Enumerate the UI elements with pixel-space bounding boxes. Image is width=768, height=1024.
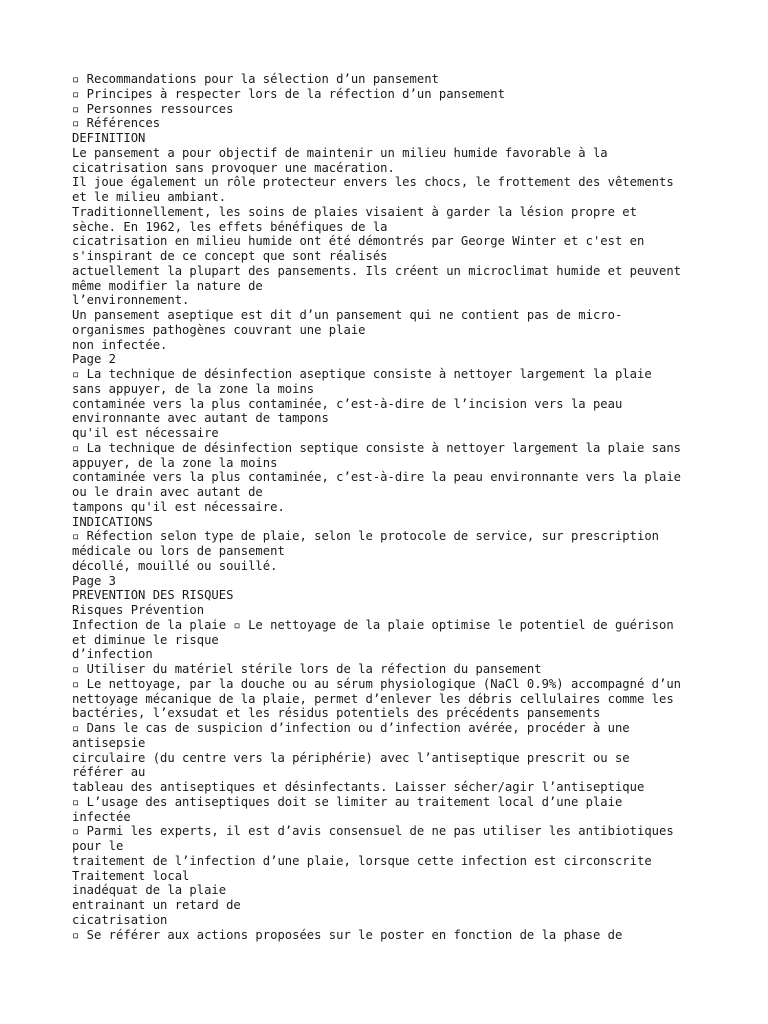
text-line: non infectée. [72,337,168,352]
text-line: tampons qu'il est nécessaire. [72,499,285,514]
text-line: Page 3 [72,573,117,588]
text-line: sèche. En 1962, les effets bénéfiques de la [72,219,388,234]
text-line: s'inspirant de ce concept que sont réalisés [72,249,388,263]
text-line: environnante avec autant de tampons [72,411,329,426]
text-line: qu'il est nécessaire [72,426,219,440]
text-line: ▫ Dans le cas de suspicion d’infection ou d’infection avérée, procéder à une [72,721,630,735]
text-line: ▫ Principes à respecter lors de la réfection d’un pansement [72,86,505,101]
text-line: ▫ Utiliser du matériel stérile lors de la réfection du pansement [72,662,542,676]
text-line: contaminée vers la plus contaminée, c’est-à-dire la peau environnante vers la plaie [72,470,682,485]
text-line: et diminue le risque [72,632,219,647]
text-line: DEFINITION [72,131,146,145]
text-line: ▫ La technique de désinfection septique consiste à nettoyer largement la plaie sans [72,440,682,455]
text-line: ▫ Références [72,116,161,131]
text-line: sans appuyer, de la zone la moins [72,381,315,396]
text-line: Page 2 [72,352,117,367]
text-line: ▫ Recommandations pour la sélection d’un pansement [72,72,439,86]
text-line: ▫ Parmi les experts, il est d’avis consensuel de ne pas utiliser les antibiotiques [72,824,674,839]
text-line: PREVENTION DES RISQUES [72,588,234,603]
text-line: contaminée vers la plus contaminée, c’est-à-dire de l’incision vers la peau [72,396,623,411]
text-line: cicatrisation sans provoquer une macération. [72,160,395,175]
text-line: ▫ Personnes ressources [72,101,234,116]
text-line: tableau des antiseptiques et désinfectants. Laisser sécher/agir l’antiseptique [72,780,645,794]
text-line: même modifier la nature de [72,278,263,293]
text-line: médicale ou lors de pansement [72,544,285,558]
text-line: pour le [72,839,124,853]
text-line: INDICATIONS [72,514,153,529]
text-line: cicatrisation en milieu humide ont été démontrés par George Winter et c'est en [72,234,645,249]
text-line: Le pansement a pour objectif de maintenir un milieu humide favorable à la [72,145,608,160]
text-line: infectée [72,809,131,824]
text-line: ▫ L’usage des antiseptiques doit se limiter au traitement local d’une plaie [72,794,623,809]
text-line: nettoyage mécanique de la plaie, permet d’enlever les débris cellulaires comme les [72,691,674,706]
text-line: ou le drain avec autant de [72,485,263,499]
text-line: inadéquat de la plaie [72,883,227,898]
text-line: Traditionnellement, les soins de plaies visaient à garder la lésion propre et [72,204,637,219]
text-line: ▫ Se référer aux actions proposées sur le poster en fonction de la phase de [72,927,623,942]
text-line: bactéries, l’exsudat et les résidus potentiels des précédents pansements [72,706,601,721]
text-line: traitement de l’infection d’une plaie, lorsque cette infection est circonscrite [72,853,652,868]
text-line: entrainant un retard de [72,898,241,912]
text-line: l’environnement. [72,293,190,308]
document-page [72,72,712,942]
text-line: et le milieu ambiant. [72,190,227,204]
text-line: référer au [72,765,146,780]
text-line: cicatrisation [72,912,168,927]
text-line: Il joue également un rôle protecteur envers les chocs, le frottement des vêtements [72,175,674,190]
text-line: Traitement local [72,868,190,883]
text-line: circulaire (du centre vers la périphérie) avec l’antiseptique prescrit ou se [72,750,630,765]
text-line: décollé, mouillé ou souillé. [72,558,278,573]
text-line: Risques Prévention [72,603,205,617]
text-line: d’infection [72,647,153,662]
text-line: Infection de la plaie ▫ Le nettoyage de la plaie optimise le potentiel de guérison [72,617,674,632]
text-line: ▫ Le nettoyage, par la douche ou au sérum physiologique (NaCl 0.9%) accompagné d’un [72,676,682,691]
text-line: antisepsie [72,735,146,750]
text-line: organismes pathogènes couvrant une plaie [72,322,366,337]
text-line: ▫ Réfection selon type de plaie, selon le protocole de service, sur prescription [72,529,659,544]
text-line: ▫ La technique de désinfection aseptique consiste à nettoyer largement la plaie [72,367,652,381]
text-line: actuellement la plupart des pansements. Ils créent un microclimat humide et peuvent [72,263,682,278]
text-line: Un pansement aseptique est dit d’un pansement qui ne contient pas de micro- [72,308,623,322]
text-line: appuyer, de la zone la moins [72,455,278,470]
